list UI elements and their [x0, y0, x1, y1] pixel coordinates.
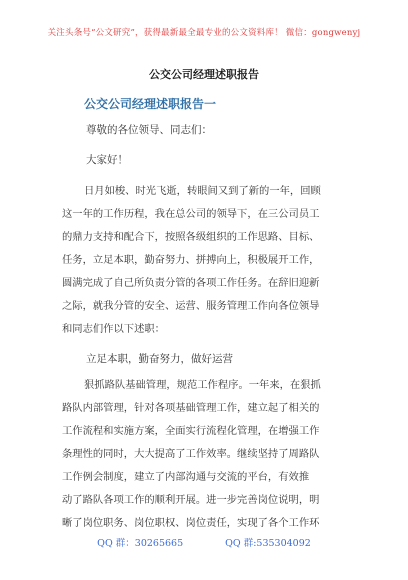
paragraph-management: [62, 374, 362, 535]
paragraph-line: 日月如梭、时光飞逝，转眼间又到了新的一年，回顾: [84, 185, 321, 197]
paragraph-line: 之际，就我分管的安全、运营、服务管理工作向各位领导: [62, 300, 320, 312]
paragraph-line: 条理性的同时，大大提高了工作效率。继续坚持了周路队: [62, 448, 320, 460]
paragraph-line: 工作流程和实施方案，全面实行流程化管理，在增强工作: [62, 425, 320, 437]
greeting-line: 尊敬的各位领导、同志们：: [86, 124, 212, 136]
hello-line: 大家好！: [86, 154, 128, 166]
qq-group-1: QQ 群：30265665: [97, 538, 184, 549]
paragraph-line: 的鼎力支持和配合下，按照各级组织的工作思路、目标、: [62, 231, 320, 243]
paragraph-line: 这一年的工作历程，我在总公司的领导下，在三公司员工: [62, 208, 320, 220]
paragraph-line: 狠抓路队基础管理，规范工作程序。一年来，在狠抓: [84, 379, 321, 391]
paragraph-line: 路队内部管理，针对各项基础管理工作，建立起了相关的: [62, 402, 320, 414]
paragraph-intro: [62, 180, 362, 341]
promo-banner: 关注头条号“公文研究”，获得最新最全最专业的公文资料库！ 微信：gongwenyj: [47, 28, 361, 38]
qq-group-2: QQ 群:535304092: [225, 538, 311, 549]
section-title-line: 立足本职，勤奋努力，做好运营: [86, 353, 233, 365]
paragraph-line: 动了路队各项工作的顺利开展。进一步完善岗位说明，明: [62, 494, 320, 506]
section-heading: 公交公司经理述职报告一: [84, 97, 217, 111]
document-title: 公交公司经理述职报告: [149, 68, 259, 81]
paragraph-line: 任务，立足本职，勤奋努力、拼搏向上，积极展开工作，: [62, 254, 320, 266]
paragraph-line: 工作例会制度，建立了内部沟通与交流的平台，有效推: [62, 471, 310, 483]
paragraph-line: 晰了岗位职务、岗位职权、岗位责任，实现了各个工作环: [62, 517, 320, 529]
paragraph-line: 和同志们作以下述职：: [62, 323, 165, 335]
footer-contact: [0, 535, 408, 549]
paragraph-line: 圆满完成了自己所负责分管的各项工作任务。在辞旧迎新: [62, 277, 320, 289]
